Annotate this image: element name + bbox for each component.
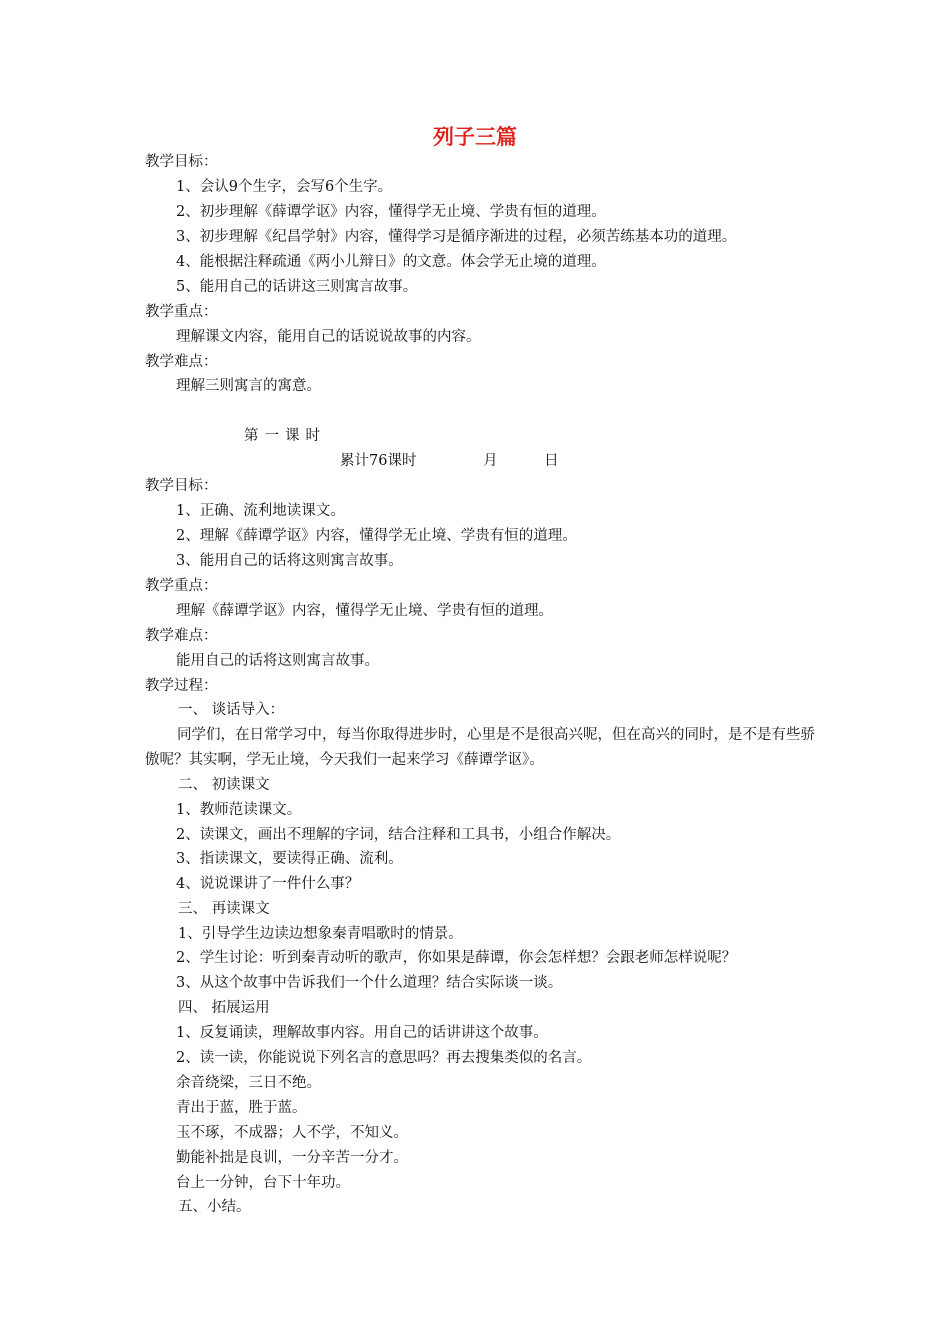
step-heading: 三、 再读课文	[178, 901, 270, 917]
key-heading: 教学重点：	[145, 304, 218, 320]
lesson-goal-item: 2、理解《薛谭学讴》内容，懂得学无止境、学贵有恒的道理。	[176, 528, 577, 544]
quote-item: 台上一分钟，台下十年功。	[176, 1175, 350, 1191]
month-label: 月	[483, 453, 498, 469]
quote-item: 玉不琢，不成器；人不学，不知义。	[176, 1125, 408, 1141]
step-heading: 四、 拓展运用	[178, 1000, 270, 1016]
lesson-meta	[340, 449, 559, 473]
lesson-key-heading: 教学重点：	[145, 578, 218, 594]
lesson-goals-heading: 教学目标：	[145, 478, 218, 494]
goal-item: 5、能用自己的话讲这三则寓言故事。	[176, 279, 418, 295]
goal-item: 1、会认9个生字，会写6个生字。	[176, 179, 393, 195]
goals-heading: 教学目标：	[145, 154, 218, 170]
goal-item: 4、能根据注释疏通《两小儿辩日》的文意。体会学无止境的道理。	[176, 254, 606, 270]
key-text: 理解课文内容，能用自己的话说说故事的内容。	[176, 329, 481, 345]
step-item: 1、反复诵读，理解故事内容。用自己的话讲讲这个故事。	[176, 1025, 548, 1041]
step-item: 3、从这个故事中告诉我们一个什么道理？结合实际谈一谈。	[176, 975, 563, 991]
process-heading: 教学过程：	[145, 678, 218, 694]
difficulty-text: 理解三则寓言的寓意。	[176, 378, 321, 394]
step-item: 2、读一读，你能说说下列名言的意思吗？再去搜集类似的名言。	[176, 1050, 592, 1066]
lesson-goal-item: 1、正确、流利地读课文。	[176, 503, 345, 519]
step-item: 1、引导学生边读边想象秦青唱歌时的情景。	[178, 926, 463, 942]
step-heading: 五、小结。	[178, 1199, 251, 1215]
day-label: 日	[544, 453, 559, 469]
quote-item: 余音绕梁，三日不绝。	[176, 1075, 321, 1091]
step-item: 2、学生讨论：听到秦青动听的歌声，你如果是薛谭，你会怎样想？会跟老师怎样说呢？	[176, 950, 737, 966]
goal-item: 2、初步理解《薛谭学讴》内容，懂得学无止境、学贵有恒的道理。	[176, 204, 606, 220]
step-item: 3、指读课文，要读得正确、流利。	[176, 851, 403, 867]
lesson-difficulty-heading: 教学难点：	[145, 628, 218, 644]
lesson-difficulty-text: 能用自己的话将这则寓言故事。	[176, 653, 379, 669]
step-heading: 二、 初读课文	[178, 777, 270, 793]
lesson-key-text: 理解《薛谭学讴》内容，懂得学无止境、学贵有恒的道理。	[176, 603, 553, 619]
step-heading: 一、 谈话导入：	[178, 702, 285, 718]
intro-paragraph: 同学们，在日常学习中，每当你取得进步时，心里是不是很高兴呢，但在高兴的同时，是不是有些骄傲呢？其实啊，学无止境，今天我们一起来学习《薛谭学讴》。	[145, 727, 815, 768]
step-item: 4、说说课讲了一件什么事？	[176, 876, 360, 892]
quote-item: 勤能补拙是良训，一分辛苦一分才。	[176, 1150, 408, 1166]
total-hours: 累计76课时	[340, 453, 417, 469]
goal-item: 3、初步理解《纪昌学射》内容，懂得学习是循序渐进的过程，必须苦练基本功的道理。	[176, 229, 737, 245]
step-item: 1、教师范读课文。	[176, 802, 302, 818]
document-title: 列子三篇	[433, 125, 517, 149]
quote-item: 青出于蓝，胜于蓝。	[176, 1100, 307, 1116]
lesson-goal-item: 3、能用自己的话将这则寓言故事。	[176, 553, 403, 569]
step-item: 2、读课文，画出不理解的字词，结合注释和工具书，小组合作解决。	[176, 827, 621, 843]
difficulty-heading: 教学难点：	[145, 354, 218, 370]
lesson-heading: 第一课时	[244, 428, 326, 444]
